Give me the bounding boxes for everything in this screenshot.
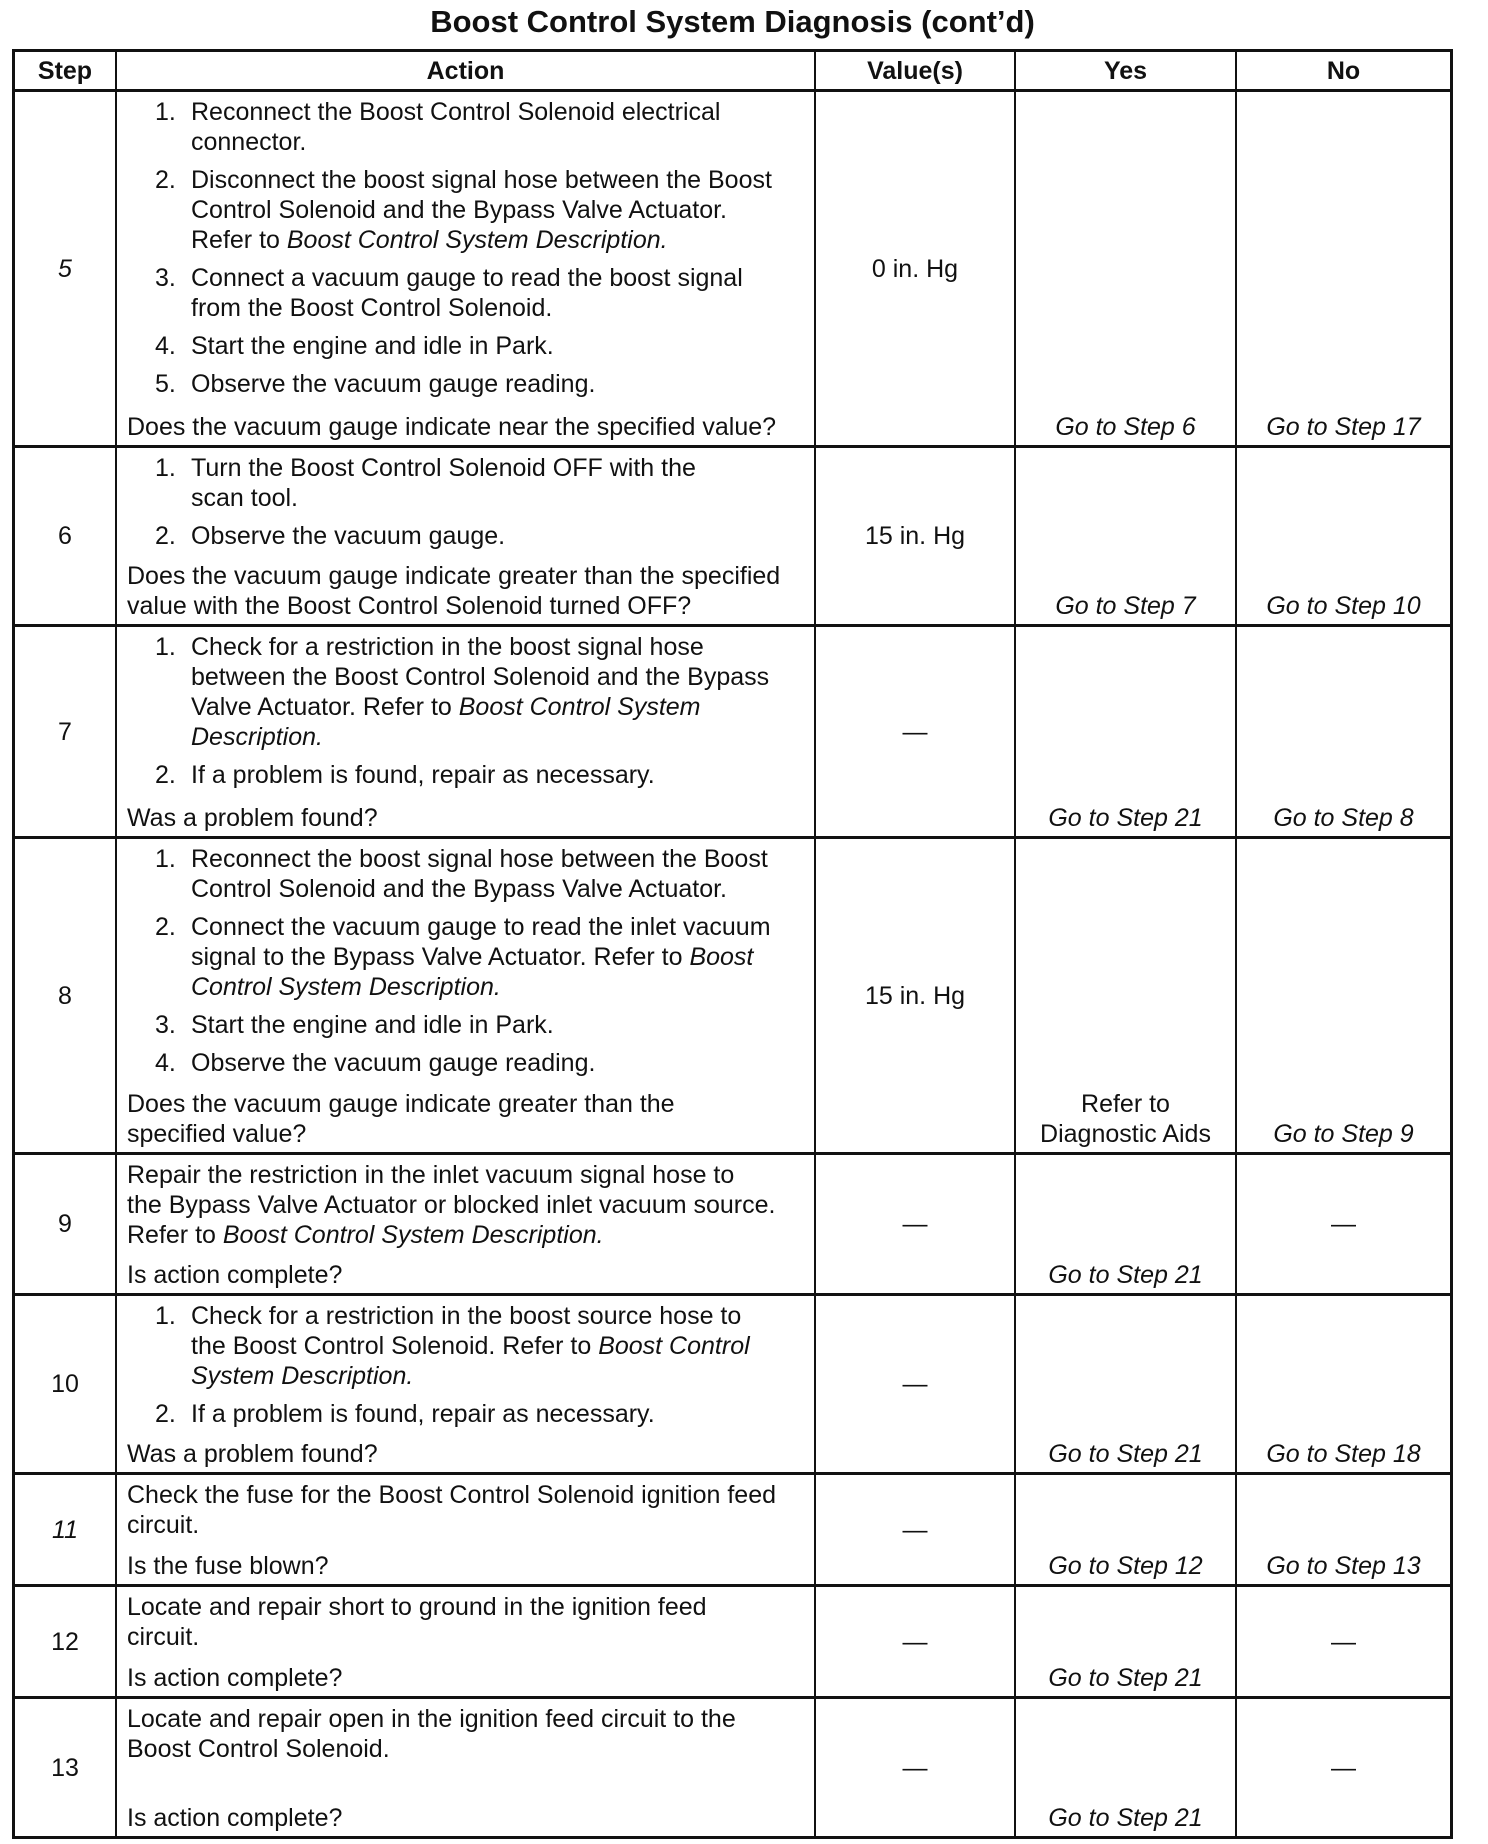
yes-result: Go to Step 6	[1055, 413, 1196, 441]
item-number: 2.	[155, 1400, 176, 1428]
text-segment: Locate and repair open in the ignition feed circuit to the	[127, 1705, 736, 1733]
text-line	[191, 722, 810, 752]
italic-reference: Description.	[191, 723, 323, 751]
item-text	[191, 912, 810, 1002]
text-line	[191, 692, 810, 722]
text-line	[191, 760, 810, 790]
action-step-item	[127, 369, 810, 399]
text-line	[127, 1704, 810, 1734]
text-segment: Is action complete?	[127, 1261, 343, 1289]
question-line	[127, 1439, 810, 1469]
yes-result: Go to Step 12	[1048, 1552, 1203, 1580]
text-segment: Disconnect the boost signal hose between the Boost	[191, 166, 772, 194]
text-segment: Reconnect the boost signal hose between the Boost	[191, 845, 768, 873]
text-line	[191, 1010, 810, 1040]
no-result: Go to Step 13	[1266, 1552, 1421, 1580]
value-cell	[814, 1587, 1014, 1696]
text-segment: Control Solenoid and the Bypass Valve Actuator.	[191, 875, 727, 903]
question-text	[127, 412, 810, 442]
text-segment: Connect a vacuum gauge to read the boost signal	[191, 264, 743, 292]
text-line	[127, 1480, 810, 1510]
action-cell	[115, 448, 814, 624]
item-text	[191, 632, 810, 752]
step-cell	[15, 1296, 115, 1472]
diagnosis-row-step-13	[15, 1699, 1450, 1839]
text-line	[191, 263, 810, 293]
value-cell	[814, 1296, 1014, 1472]
diagnosis-table	[12, 49, 1453, 1839]
item-number: 1.	[155, 454, 176, 482]
action-step-item	[127, 1301, 810, 1391]
action-step-item	[127, 165, 810, 255]
item-text	[191, 1048, 810, 1078]
text-line	[191, 874, 810, 904]
italic-reference: Boost Control	[598, 1332, 750, 1360]
action-cell	[115, 1699, 814, 1836]
text-segment: Refer to	[191, 226, 287, 254]
text-line	[191, 1331, 810, 1361]
question-line	[127, 412, 810, 442]
text-segment: Turn the Boost Control Solenoid OFF with the	[191, 454, 696, 482]
header-yes: Yes	[1014, 52, 1235, 89]
action-cell	[115, 92, 814, 445]
value-text: —	[902, 1370, 928, 1398]
action-cell	[115, 1155, 814, 1293]
item-text	[191, 1301, 810, 1391]
step-number: 6	[58, 522, 72, 550]
question-line	[127, 591, 810, 621]
item-text	[191, 1010, 810, 1040]
step-cell	[15, 1155, 115, 1293]
yes-cell	[1014, 627, 1235, 836]
action-instructions	[127, 453, 810, 551]
text-segment: Valve Actuator. Refer to	[191, 693, 459, 721]
question-line	[127, 1551, 810, 1581]
italic-reference: System Description.	[191, 1362, 414, 1390]
item-number: 1.	[155, 633, 176, 661]
text-line	[127, 1592, 810, 1622]
item-text	[191, 844, 810, 904]
italic-reference: Boost Control System Description.	[286, 226, 668, 254]
item-number: 2.	[155, 166, 176, 194]
item-text	[191, 521, 810, 551]
no-result: Go to Step 18	[1266, 1440, 1421, 1468]
text-segment: Is the fuse blown?	[127, 1552, 329, 1580]
page-title: Boost Control System Diagnosis (cont’d)	[430, 4, 1035, 39]
item-number: 5.	[155, 370, 176, 398]
text-segment: Check the fuse for the Boost Control Solenoid ignition feed	[127, 1481, 777, 1509]
no-result: Go to Step 10	[1266, 592, 1421, 620]
item-number: 3.	[155, 1011, 176, 1039]
action-instructions	[127, 844, 810, 1078]
action-step-item	[127, 1399, 810, 1429]
header-no: No	[1235, 52, 1450, 89]
value-cell	[814, 839, 1014, 1152]
action-step-item	[127, 912, 810, 1002]
item-number: 2.	[155, 522, 176, 550]
text-segment: Was a problem found?	[127, 1440, 378, 1468]
action-step-item	[127, 263, 810, 323]
yes-result: Go to Step 21	[1048, 1804, 1203, 1832]
action-step-item	[127, 331, 810, 361]
step-number: 9	[58, 1210, 72, 1238]
question-text	[127, 1439, 810, 1469]
text-line	[191, 331, 810, 361]
question-line	[127, 1089, 810, 1119]
text-line	[191, 1361, 810, 1391]
step-number: 5	[58, 254, 72, 283]
action-instructions	[127, 1160, 810, 1250]
question-text	[127, 1260, 810, 1290]
item-text	[191, 369, 810, 399]
text-segment: Refer to	[127, 1221, 223, 1249]
text-segment: Repair the restriction in the inlet vacuum signal hose to	[127, 1161, 735, 1189]
no-cell	[1235, 1587, 1450, 1696]
text-line	[191, 1301, 810, 1331]
italic-reference: Boost Control System Description.	[222, 1221, 604, 1249]
step-cell	[15, 92, 115, 445]
step-cell	[15, 1699, 115, 1836]
diagnosis-row-step-5	[15, 92, 1450, 448]
yes-result: Go to Step 21	[1048, 804, 1203, 832]
value-cell	[814, 627, 1014, 836]
text-line	[191, 632, 810, 662]
text-segment: If a problem is found, repair as necessary.	[191, 761, 655, 789]
step-cell	[15, 627, 115, 836]
yes-result: Go to Step 7	[1055, 592, 1196, 620]
action-cell	[115, 627, 814, 836]
no-result: Go to Step 8	[1273, 804, 1414, 832]
item-text	[191, 165, 810, 255]
text-line	[127, 1220, 810, 1250]
action-step-item	[127, 844, 810, 904]
yes-cell	[1014, 448, 1235, 624]
text-segment: Is action complete?	[127, 1664, 343, 1692]
question-line	[127, 803, 810, 833]
text-segment: Does the vacuum gauge indicate near the specified value?	[127, 413, 777, 441]
text-segment: signal to the Bypass Valve Actuator. Refer to	[191, 943, 690, 971]
value-text: —	[902, 1515, 928, 1544]
text-segment: the Bypass Valve Actuator or blocked inlet vacuum source.	[127, 1191, 776, 1219]
yes-cell	[1014, 1296, 1235, 1472]
action-instructions	[127, 1704, 810, 1764]
step-number: 13	[51, 1753, 79, 1782]
text-segment: Start the engine and idle in Park.	[191, 332, 554, 360]
text-line	[191, 165, 810, 195]
diagnosis-row-step-8	[15, 839, 1450, 1155]
text-line	[191, 127, 810, 157]
text-line	[127, 1510, 810, 1540]
item-text	[191, 1399, 810, 1429]
diagnosis-row-step-12	[15, 1587, 1450, 1699]
question-text	[127, 1551, 810, 1581]
step-number: 11	[52, 1515, 78, 1544]
question-text	[127, 1803, 810, 1833]
header-action: Action	[115, 52, 814, 89]
item-number: 2.	[155, 761, 176, 789]
action-step-item	[127, 97, 810, 157]
action-step-item	[127, 1048, 810, 1078]
no-cell	[1235, 1699, 1450, 1836]
item-number: 4.	[155, 332, 176, 360]
value-text: —	[902, 1753, 928, 1782]
item-text	[191, 331, 810, 361]
step-cell	[15, 839, 115, 1152]
text-segment: Boost Control Solenoid.	[127, 1735, 390, 1763]
diagnosis-row-step-7	[15, 627, 1450, 839]
step-number: 12	[51, 1627, 79, 1656]
text-line	[191, 521, 810, 551]
text-segment: between the Boost Control Solenoid and the Bypass	[191, 663, 770, 691]
value-cell	[814, 1155, 1014, 1293]
no-result: Go to Step 17	[1266, 413, 1421, 441]
diagnosis-row-step-10	[15, 1296, 1450, 1475]
text-line	[127, 1190, 810, 1220]
value-cell	[814, 92, 1014, 445]
item-text	[191, 263, 810, 323]
text-segment: the Boost Control Solenoid. Refer to	[191, 1332, 599, 1360]
text-line	[127, 1734, 810, 1764]
item-number: 1.	[155, 1302, 176, 1330]
item-text	[191, 760, 810, 790]
text-segment: specified value?	[127, 1120, 307, 1148]
no-cell	[1235, 92, 1450, 445]
text-segment: from the Boost Control Solenoid.	[191, 294, 553, 322]
text-line	[191, 1399, 810, 1429]
question-line	[127, 1260, 810, 1290]
text-segment: Reconnect the Boost Control Solenoid electrical	[191, 98, 721, 126]
action-step-item	[127, 760, 810, 790]
step-number: 8	[58, 981, 72, 1010]
text-line	[191, 662, 810, 692]
yes-cell	[1014, 92, 1235, 445]
italic-reference: Control System Description.	[191, 973, 501, 1001]
text-line	[127, 1622, 810, 1652]
question-text	[127, 803, 810, 833]
action-step-item	[127, 1010, 810, 1040]
text-segment: circuit.	[127, 1511, 200, 1539]
text-segment: Connect the vacuum gauge to read the inlet vacuum	[191, 913, 771, 941]
question-text	[127, 1663, 810, 1693]
text-line	[191, 293, 810, 323]
no-cell	[1235, 1155, 1450, 1293]
text-segment: Was a problem found?	[127, 804, 378, 832]
yes-cell	[1014, 1155, 1235, 1293]
text-line	[191, 912, 810, 942]
value-text: —	[902, 717, 928, 746]
step-cell	[15, 1587, 115, 1696]
text-segment: Start the engine and idle in Park.	[191, 1011, 554, 1039]
text-line	[191, 225, 810, 255]
value-text: —	[902, 1210, 928, 1238]
text-segment: Observe the vacuum gauge reading.	[191, 1049, 596, 1077]
value-cell	[814, 1475, 1014, 1584]
text-segment: circuit.	[127, 1623, 200, 1651]
action-step-item	[127, 521, 810, 551]
yes-result: Go to Step 21	[1048, 1261, 1203, 1289]
step-cell	[15, 448, 115, 624]
value-text: 15 in. Hg	[864, 981, 966, 1010]
table-header-row	[15, 52, 1450, 92]
text-line	[191, 844, 810, 874]
yes-result: Refer to	[1081, 1090, 1170, 1118]
text-segment: Observe the vacuum gauge.	[191, 522, 506, 550]
question-line	[127, 1119, 810, 1149]
no-cell	[1235, 448, 1450, 624]
item-number: 3.	[155, 264, 176, 292]
text-segment: value with the Boost Control Solenoid turned OFF?	[127, 592, 692, 620]
value-text: 0 in. Hg	[871, 254, 959, 283]
action-cell	[115, 1587, 814, 1696]
step-number: 7	[58, 717, 72, 746]
item-text	[191, 97, 810, 157]
text-segment: Check for a restriction in the boost signal hose	[191, 633, 704, 661]
question-text	[127, 1089, 810, 1149]
no-cell	[1235, 839, 1450, 1152]
header-values: Value(s)	[814, 52, 1014, 89]
action-cell	[115, 1475, 814, 1584]
no-cell	[1235, 627, 1450, 836]
table-body	[15, 92, 1450, 1839]
diagnosis-row-step-11	[15, 1475, 1450, 1587]
yes-result: Go to Step 21	[1048, 1440, 1203, 1468]
text-segment: Locate and repair short to ground in the ignition feed	[127, 1593, 707, 1621]
step-cell	[15, 1475, 115, 1584]
value-cell	[814, 448, 1014, 624]
action-instructions	[127, 1480, 810, 1540]
action-instructions	[127, 97, 810, 399]
item-number: 1.	[155, 98, 176, 126]
item-number: 1.	[155, 845, 176, 873]
yes-cell	[1014, 1475, 1235, 1584]
item-text	[191, 453, 810, 513]
item-number: 4.	[155, 1049, 176, 1077]
question-text	[127, 561, 810, 621]
text-line	[191, 483, 810, 513]
action-step-item	[127, 632, 810, 752]
text-segment: scan tool.	[191, 484, 299, 512]
text-line	[191, 97, 810, 127]
text-line	[191, 1048, 810, 1078]
text-line	[191, 942, 810, 972]
yes-cell	[1014, 1587, 1235, 1696]
action-instructions	[127, 1301, 810, 1429]
text-segment: connector.	[191, 128, 307, 156]
header-step: Step	[37, 56, 93, 85]
diagnosis-row-step-9	[15, 1155, 1450, 1296]
text-line	[191, 195, 810, 225]
no-result: —	[1331, 1210, 1356, 1238]
italic-reference: Boost	[689, 943, 754, 971]
italic-reference: Boost Control System	[458, 693, 701, 721]
action-cell	[115, 839, 814, 1152]
text-line	[191, 972, 810, 1002]
no-result: —	[1331, 1753, 1356, 1782]
step-number: 10	[51, 1370, 79, 1398]
text-line	[127, 1160, 810, 1190]
yes-cell	[1014, 1699, 1235, 1836]
text-segment: Control Solenoid and the Bypass Valve Actuator.	[191, 196, 727, 224]
yes-cell	[1014, 839, 1235, 1152]
text-line	[191, 453, 810, 483]
value-cell	[814, 1699, 1014, 1836]
action-instructions	[127, 1592, 810, 1652]
text-segment: Check for a restriction in the boost source hose to	[191, 1302, 742, 1330]
yes-result: Diagnostic Aids	[1040, 1120, 1211, 1148]
text-segment: Does the vacuum gauge indicate greater than the specified	[127, 562, 781, 590]
value-text: 15 in. Hg	[864, 522, 966, 550]
text-segment: Is action complete?	[127, 1804, 343, 1832]
diagnosis-row-step-6	[15, 448, 1450, 627]
text-segment: Does the vacuum gauge indicate greater than the	[127, 1090, 675, 1118]
text-segment: Observe the vacuum gauge reading.	[191, 370, 596, 398]
no-result: Go to Step 9	[1273, 1120, 1414, 1148]
yes-result: Go to Step 21	[1048, 1664, 1203, 1692]
text-line	[191, 369, 810, 399]
no-result: —	[1331, 1627, 1356, 1656]
question-line	[127, 1663, 810, 1693]
item-number: 2.	[155, 913, 176, 941]
action-instructions	[127, 632, 810, 790]
question-line	[127, 561, 810, 591]
value-text: —	[902, 1627, 928, 1656]
text-segment: If a problem is found, repair as necessary.	[191, 1400, 655, 1428]
question-line	[127, 1803, 810, 1833]
action-cell	[115, 1296, 814, 1472]
no-cell	[1235, 1296, 1450, 1472]
action-step-item	[127, 453, 810, 513]
no-cell	[1235, 1475, 1450, 1584]
